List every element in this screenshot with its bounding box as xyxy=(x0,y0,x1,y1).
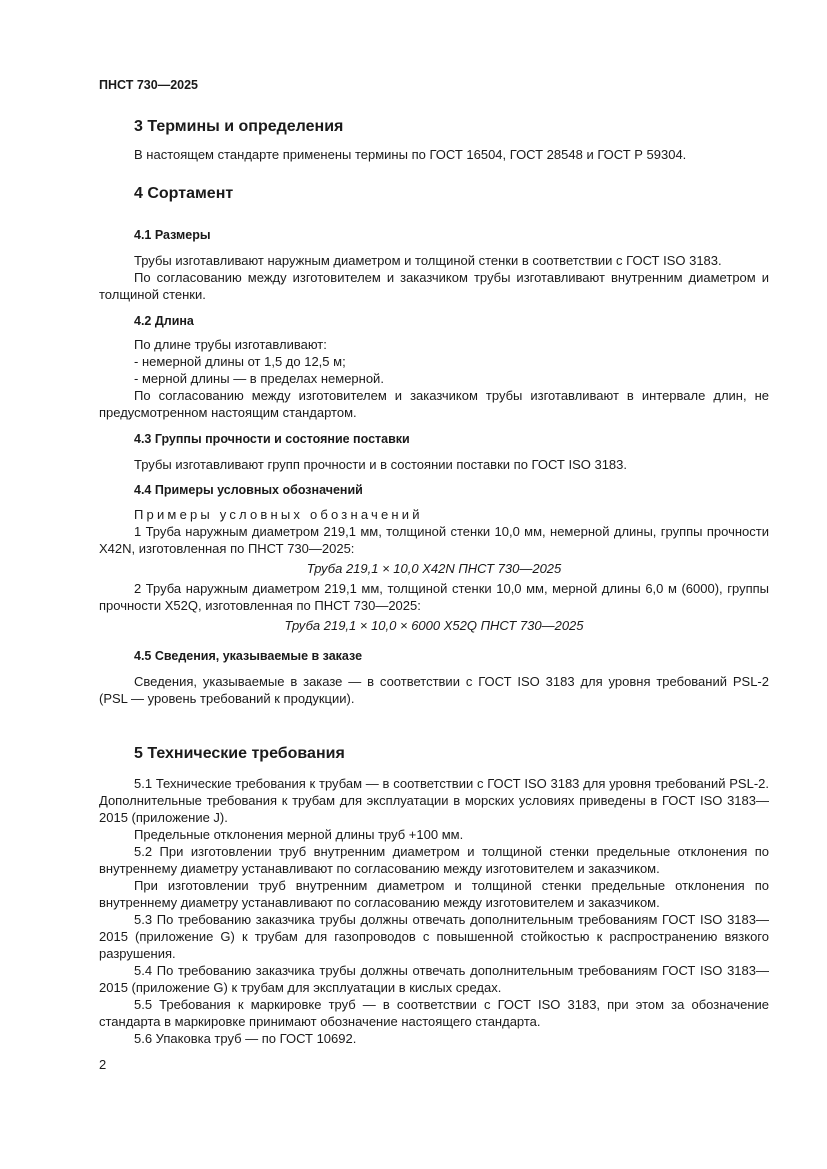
page-number: 2 xyxy=(99,1057,107,1072)
section-title: 4 Сортамент xyxy=(134,185,234,202)
example-text: 2 Труба наружным диаметром 219,1 мм, толщиной стенки 10,0 мм, мерной длины 6,0 м (6000), группы прочности X52Q, изготовленная по ПНСТ 730—2025: xyxy=(99,581,769,613)
section-3 xyxy=(99,117,769,163)
running-header: ПНСТ 730—2025 xyxy=(99,78,198,92)
subsection-title: 4.4 Примеры условных обозначений xyxy=(134,483,363,497)
list-item: - немерной длины от 1,5 до 12,5 м; xyxy=(134,354,346,369)
section-title: 5 Технические требования xyxy=(134,745,345,762)
subsection-title: 4.5 Сведения, указываемые в заказе xyxy=(134,649,363,663)
example-text: 1 Труба наружным диаметром 219,1 мм, толщиной стенки 10,0 мм, немерной длины, группы прочности X42N, изготовленная по ПНСТ 730—2025: xyxy=(99,524,769,556)
subsection-title: 4.3 Группы прочности и состояние поставки xyxy=(134,432,410,446)
paragraph: 5.6 Упаковка труб — по ГОСТ 10692. xyxy=(134,1031,357,1046)
subsection-title: 4.2 Длина xyxy=(134,314,194,328)
list-item: - мерной длины — в пределах немерной. xyxy=(134,371,384,386)
paragraph: Сведения, указываемые в заказе — в соответствии с ГОСТ ISO 3183 для уровня требований PSL-2 (PSL — уровень требований к продукции). xyxy=(99,674,769,706)
examples-label: Примеры условных обозначений xyxy=(134,507,423,522)
paragraph: 5.2 При изготовлении труб внутренним диаметром и толщиной стенки предельные отклонения по внутреннему диаметру устанавливают по согласованию между изготовителем и заказчиком. xyxy=(99,844,769,876)
section-5 xyxy=(99,744,769,1047)
designation-example: Труба 219,1 × 10,0 X42N ПНСТ 730—2025 xyxy=(306,561,562,576)
paragraph: 5.5 Требования к маркировке труб — в соответствии с ГОСТ ISO 3183, при этом за обозначение стандарта в маркировке принимают обозначение настоящего стандарта. xyxy=(99,997,769,1029)
designation-example: Труба 219,1 × 10,0 × 6000 X52Q ПНСТ 730—2025 xyxy=(284,618,584,633)
paragraph: По согласованию между изготовителем и заказчиком трубы изготавливают в интервале длин, не предусмотренном настоящим стандартом. xyxy=(99,388,769,420)
section-4 xyxy=(99,184,769,707)
paragraph: Трубы изготавливают наружным диаметром и толщиной стенки в соответствии с ГОСТ ISO 3183. xyxy=(134,253,722,268)
paragraph: По согласованию между изготовителем и заказчиком трубы изготавливают внутренним диаметром и толщиной стенки. xyxy=(99,270,769,302)
paragraph: 5.3 По требованию заказчика трубы должны отвечать дополнительным требованиям ГОСТ ISO 3183—2015 (приложение G) к трубам для газопроводов с повышенной стойкостью к распространению вязкого разрушения. xyxy=(99,912,769,961)
paragraph: Предельные отклонения мерной длины труб +100 мм. xyxy=(134,827,464,842)
section-title: 3 Термины и определения xyxy=(134,118,344,135)
paragraph: Трубы изготавливают групп прочности и в состоянии поставки по ГОСТ ISO 3183. xyxy=(134,457,628,472)
paragraph: По длине трубы изготавливают: xyxy=(134,337,327,352)
subsection-title: 4.1 Размеры xyxy=(134,228,211,242)
paragraph: 5.4 По требованию заказчика трубы должны отвечать дополнительным требованиям ГОСТ ISO 3183—2015 (приложение G) к трубам для эксплуатации в кислых средах. xyxy=(99,963,769,995)
paragraph: При изготовлении труб внутренним диаметром и толщиной стенки предельные отклонения по внутреннему диаметру устанавливают по согласованию между изготовителем и заказчиком. xyxy=(99,878,769,910)
paragraph: 5.1 Технические требования к трубам — в соответствии с ГОСТ ISO 3183 для уровня требований PSL-2. Дополнительные требования к трубам для эксплуатации в морских условиях приведены в ГОСТ ISO 3183—2015 (приложение J). xyxy=(99,776,769,825)
paragraph: В настоящем стандарте применены термины по ГОСТ 16504, ГОСТ 28548 и ГОСТ Р 59304. xyxy=(134,147,687,162)
